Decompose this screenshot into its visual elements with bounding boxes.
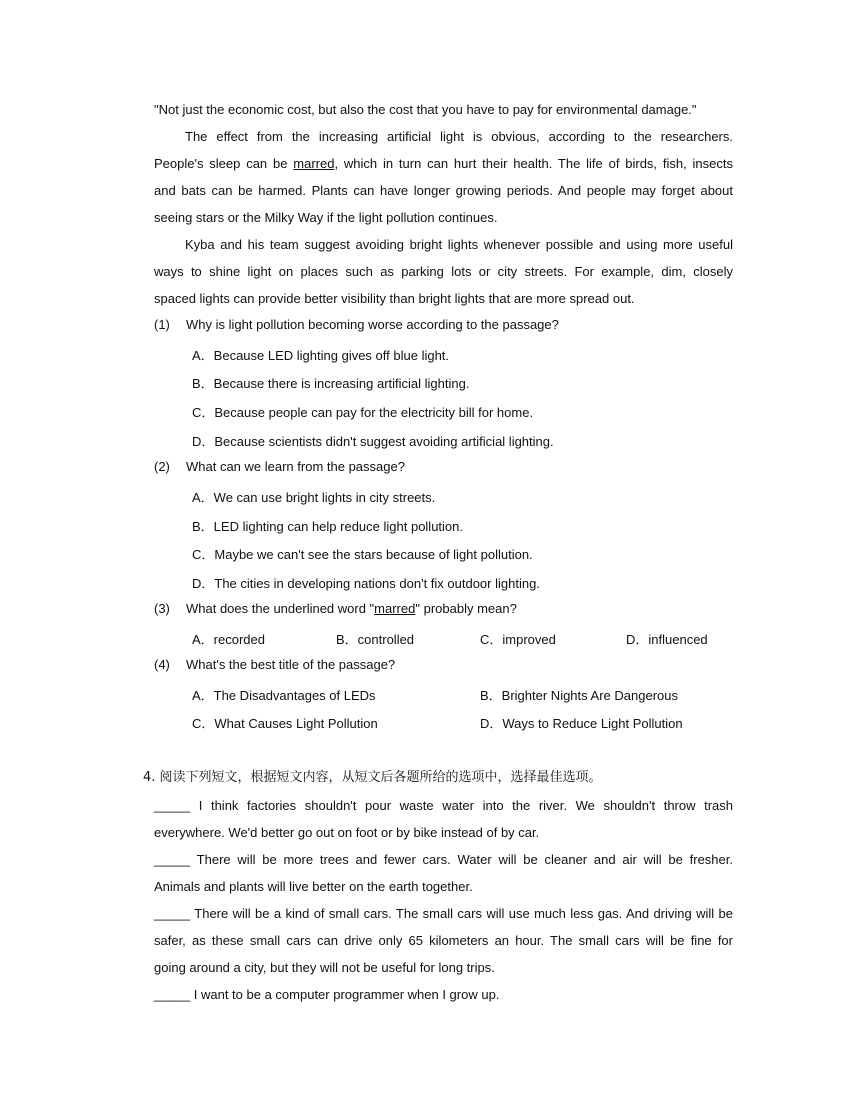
option-b[interactable]: B．LED lighting can help reduce light pollution. xyxy=(192,519,464,534)
section-4-heading: 4. 阅读下列短文，根据短文内容，从短文后各题所给的选项中，选择最佳选项。 xyxy=(143,770,602,785)
section-4-line4: Animals and plants will live better on the earth together. xyxy=(154,879,473,894)
option-d[interactable]: D．Ways to Reduce Light Pollution xyxy=(480,716,683,731)
option-a[interactable]: A．recorded xyxy=(192,632,265,647)
section-4-line3: _____ There will be more trees and fewer cars. Water will be cleaner and air will be fresher. xyxy=(154,852,733,867)
passage-quote-line: "Not just the economic cost, but also the cost that you have to pay for environmental damage." xyxy=(154,102,697,117)
passage-p1-line1: The effect from the increasing artificial light is obvious, according to the researchers. xyxy=(185,129,733,144)
option-b[interactable]: B．controlled xyxy=(336,632,415,647)
question-text-part: " probably mean? xyxy=(415,601,517,616)
passage-p2-line3: spaced lights can provide better visibility than bright lights that are more spread out. xyxy=(154,291,635,306)
option-d[interactable]: D．influenced xyxy=(626,632,708,647)
section-4-line1: _____ I think factories shouldn't pour waste water into the river. We shouldn't throw trash xyxy=(154,798,733,813)
option-c[interactable]: C．Maybe we can't see the stars because of light pollution. xyxy=(192,547,533,562)
option-c[interactable]: C．What Causes Light Pollution xyxy=(192,716,378,731)
question-text: What's the best title of the passage? xyxy=(186,657,396,672)
passage-p2-line1: Kyba and his team suggest avoiding bright lights whenever possible and using more useful xyxy=(185,237,733,252)
passage-text: People's sleep can be xyxy=(154,156,294,171)
passage-p1-line3: and bats can be harmed. Plants can have longer growing periods. And people may forget about xyxy=(154,183,733,198)
question-number: (3) xyxy=(154,601,170,616)
section-4-line2: everywhere. We'd better go out on foot or by bike instead of by car. xyxy=(154,825,540,840)
option-a[interactable]: A．We can use bright lights in city streets. xyxy=(192,490,436,505)
underlined-word: marred xyxy=(374,601,416,616)
section-4-line7: going around a city, but they will not be useful for long trips. xyxy=(154,960,495,975)
option-a[interactable]: A．The Disadvantages of LEDs xyxy=(192,688,376,703)
option-d[interactable]: D．Because scientists didn't suggest avoiding artificial lighting. xyxy=(192,434,554,449)
question-text xyxy=(186,601,517,616)
option-c[interactable]: C．improved xyxy=(480,632,556,647)
question-number: (2) xyxy=(154,459,170,474)
question-number: (1) xyxy=(154,317,170,332)
question-text-part: What does the underlined word " xyxy=(186,601,375,616)
question-text: What can we learn from the passage? xyxy=(186,459,405,474)
question-number: (4) xyxy=(154,657,170,672)
question-text: Why is light pollution becoming worse according to the passage? xyxy=(186,317,559,332)
option-c[interactable]: C．Because people can pay for the electricity bill for home. xyxy=(192,405,534,420)
section-4-line5: _____ There will be a kind of small cars. The small cars will use much less gas. And driving will be xyxy=(154,906,733,921)
option-a[interactable]: A．Because LED lighting gives off blue light. xyxy=(192,348,450,363)
section-4-line6: safer, as these small cars can drive only 65 kilometers an hour. The small cars will be fine for xyxy=(154,933,733,948)
option-b[interactable]: B．Because there is increasing artificial lighting. xyxy=(192,376,470,391)
passage-p1-line2 xyxy=(154,155,733,173)
passage-p2-line2: ways to shine light on places such as parking lots or city streets. For example, dim, closely xyxy=(154,264,733,279)
option-d[interactable]: D．The cities in developing nations don't fix outdoor lighting. xyxy=(192,576,540,591)
underlined-word: marred, xyxy=(293,156,339,171)
section-4-line8: _____ I want to be a computer programmer when I grow up. xyxy=(154,987,500,1002)
passage-text: which in turn can hurt their health. The life of birds, fish, insects xyxy=(338,156,734,171)
passage-p1-line4: seeing stars or the Milky Way if the light pollution continues. xyxy=(154,210,498,225)
option-b[interactable]: B．Brighter Nights Are Dangerous xyxy=(480,688,678,703)
